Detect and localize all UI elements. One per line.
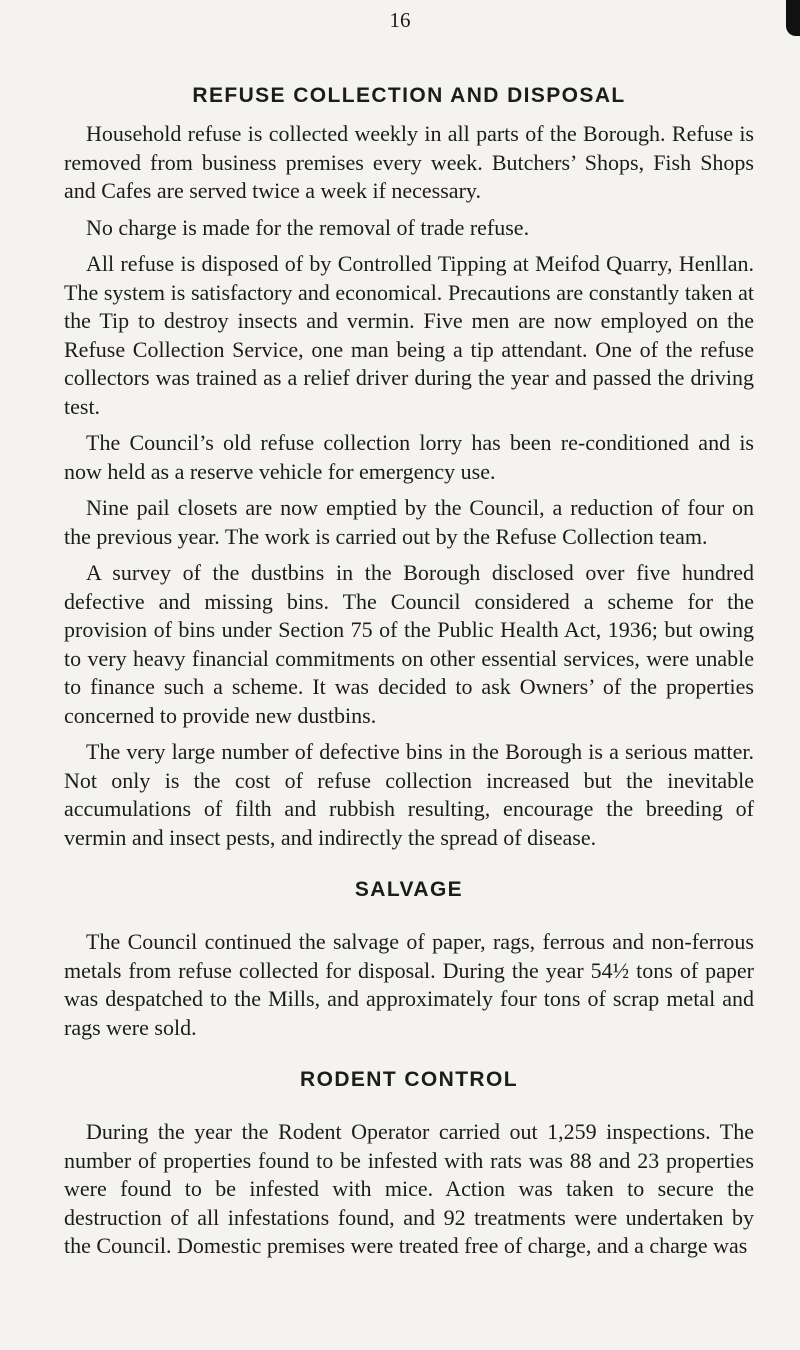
refuse-paragraph-4: The Council’s old refuse collection lorry has been re-conditioned and is now held as a reserve vehicle for emergency use. [64,430,754,484]
refuse-paragraph-6: A survey of the dustbins in the Borough disclosed over five hundred defective and missing bins. The Council considered a scheme for the provision of bins under Section 75 of the Public Health Act, 1936; but owing to very heavy financial commitments on other essential services, were unable to finance such a scheme. It was decided to ask Owners’ of the properties concerned to provide new dustbins. [64,560,754,728]
salvage-paragraph-1: The Council continued the salvage of paper, rags, ferrous and non-ferrous metals from refuse collected for disposal. During the year 54½ tons of paper was despatched to the Mills, and approximately four tons of scrap metal and rags were sold. [64,929,754,1040]
page-number: 16 [389,8,411,32]
refuse-paragraph-2: No charge is made for the removal of trade refuse. [86,214,530,240]
rodent-section-title: RODENT CONTROL [300,1068,518,1091]
rodent-paragraph-1: During the year the Rodent Operator carried out 1,259 inspections. The number of properties found to be infested with rats was 88 and 23 properties were found to be infested with mice. Action was taken to secure the destruction of all infestations found, and 92 treatments were undertaken by the Council. Domestic premises were treated free of charge, and a charge was [64,1119,754,1258]
refuse-section-title: REFUSE COLLECTION AND DISPOSAL [192,84,626,107]
salvage-section-title: SALVAGE [354,878,464,901]
refuse-paragraph-1: Household refuse is collected weekly in all parts of the Borough. Refuse is removed from business premises every week. Butchers’ Shops, Fish Shops and Cafes are served twice a week if necessary. [64,121,754,203]
refuse-paragraph-7: The very large number of defective bins in the Borough is a serious matter. Not only is the cost of refuse collection increased but the inevitable accumulations of filth and rubbish resulting, encourage the breeding of vermin and insect pests, and indirectly the spread of disease. [64,739,754,850]
refuse-paragraph-3: All refuse is disposed of by Controlled Tipping at Meifod Quarry, Henllan. The system is satisfactory and economical. Precautions are constantly taken at the Tip to destroy insects and vermin. Five men are now employed on the Refuse Collection Service, one man being a tip attendant. One of the refuse collectors was trained as a relief driver during the year and passed the driving test. [64,251,754,419]
page-content [64,84,754,1269]
refuse-paragraph-5: Nine pail closets are now emptied by the Council, a reduction of four on the previous year. The work is carried out by the Refuse Collection team. [64,495,754,549]
